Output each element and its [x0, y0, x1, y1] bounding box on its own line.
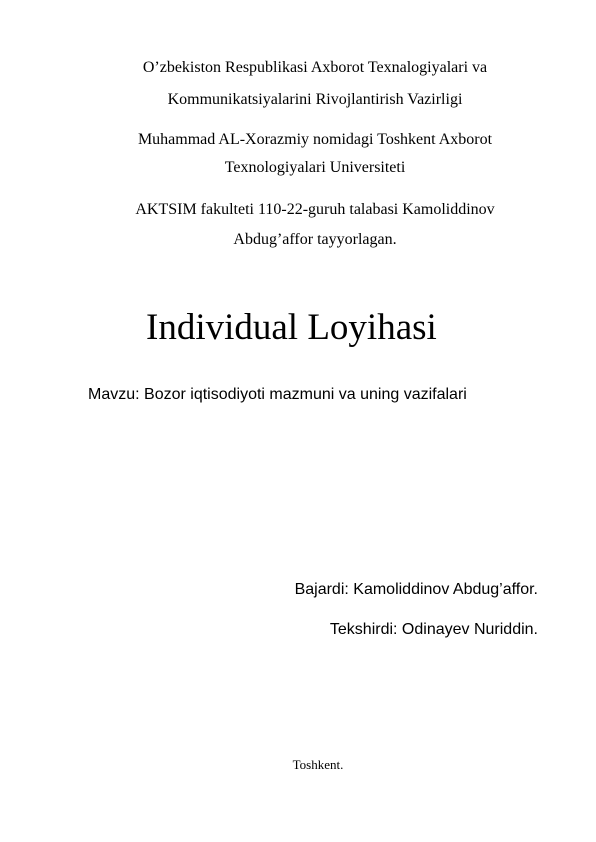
university-name-line-2: Texnologiyalari Universiteti — [224, 159, 406, 176]
topic-line: Mavzu: Bozor iqtisodiyoti mazmuni va uning vazifalari — [88, 386, 467, 403]
performed-by: Bajardi: Kamoliddinov Abdug’affor. — [294, 581, 538, 598]
checked-by: Tekshirdi: Odinayev Nuriddin. — [329, 621, 538, 638]
student-info-line-1: AKTSIM fakulteti 110-22-guruh talabasi Kamoliddinov — [135, 201, 495, 218]
university-name-line-1: Muhammad AL-Xorazmiy nomidagi Toshkent Axborot — [137, 131, 493, 148]
ministry-name-line-2: Kommunikatsiyalarini Rivojlantirish Vazirligi — [167, 91, 463, 108]
ministry-name-line-1: O’zbekiston Respublikasi Axborot Texnalogiyalari va — [142, 59, 488, 76]
document-title: Individual Loyihasi — [146, 307, 437, 348]
city-footer: Toshkent. — [292, 757, 344, 772]
student-info-line-2: Abdug’affor tayyorlagan. — [233, 231, 397, 248]
